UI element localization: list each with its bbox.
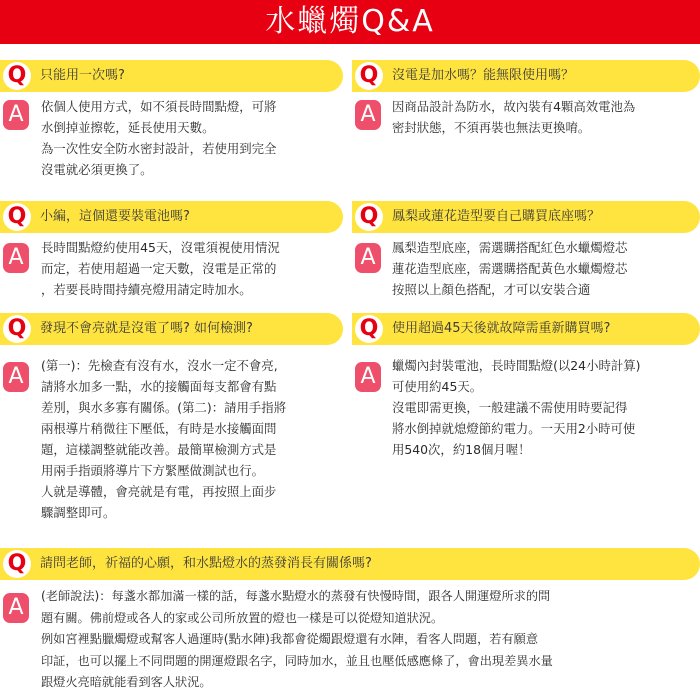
answer-text-3: [41, 237, 346, 300]
a-badge: A: [355, 362, 381, 392]
answer-line: 將水倒掉就熄燈節約電力。一天用2小時可使: [392, 421, 636, 436]
a-badge: A: [3, 100, 29, 130]
question-text: 發現不會亮就是沒電了嗎? 如何檢測?: [40, 321, 253, 336]
answer-text-1: [41, 96, 346, 180]
answer-line: 用540次，約18個月喔！: [392, 442, 531, 457]
answer-line: 印証，也可以擺上不同問題的開運燈跟名字，同時加水，並且也壓低感應條了，會出現差異水量: [41, 653, 553, 668]
q-badge: Q: [3, 550, 31, 578]
question-bar-5: [0, 313, 343, 345]
answer-line: 題有關。佛前燈或各人的家或公司所放置的燈也一樣是可以從燈知道狀況。: [41, 610, 444, 625]
a-badge: A: [3, 593, 29, 623]
question-bar-7: [0, 548, 700, 580]
answer-line: 長時間點燈約使用45天，沒電須視使用情況: [41, 240, 280, 255]
question-bar-3: [0, 201, 343, 233]
answer-line: 差別，與水多寡有關係。(第二)：請用手指將: [41, 400, 287, 415]
answer-line: 跟燈火亮暗就能看到客人狀況。: [41, 675, 212, 689]
answer-line: 密封狀態，不須再裝也無法更換唷。: [392, 120, 591, 135]
answer-text-2: [392, 96, 697, 138]
question-text: 鳳梨或蓮花造型要自己購買底座嗎？: [392, 209, 601, 224]
answer-text-6: [392, 355, 700, 460]
a-badge: A: [355, 243, 381, 273]
question-bar-1: [0, 60, 343, 92]
question-bar-6: [352, 313, 700, 345]
answer-line: 沒電就必須更換了。: [41, 162, 153, 177]
answer-line: 蠟燭內封裝電池，長時間點燈(以24小時計算): [392, 358, 641, 373]
q-badge: Q: [355, 315, 383, 343]
q-badge: Q: [3, 203, 31, 231]
q-badge: Q: [3, 315, 31, 343]
a-badge: A: [3, 243, 29, 273]
answer-text-7: [41, 586, 699, 694]
answer-line: 題，這樣調整就能改善。最簡單檢測方式是: [41, 442, 277, 457]
q-badge: Q: [355, 62, 383, 90]
answer-line: 例如宮裡點臘燭燈或幫客人過運時(點水陣)我都會從燭跟燈還有水陣，看客人問題，若有願意: [41, 632, 539, 646]
question-bar-2: [352, 60, 700, 92]
answer-text-5: [41, 355, 346, 523]
answer-line: 驟調整即可。: [41, 505, 116, 520]
answer-line: 沒電即需更換，一般建議不需使用時要記得: [392, 400, 628, 415]
a-badge: A: [355, 100, 381, 130]
answer-line: 人就是導體，會亮就是有電，再按照上面步: [41, 484, 277, 499]
answer-line: ，若要長時間持續亮燈用請定時加水。: [41, 282, 252, 297]
answer-line: 鳳梨造型底座，需選購搭配紅色水蠟燭燈芯: [392, 240, 628, 255]
answer-line: (老師說法)：每盞水都加滿一樣的話，每盞水點燈水的蒸發有快慢時間，跟各人開運燈所求的問: [41, 589, 551, 603]
answer-line: (第一)：先檢查有沒有水，沒水一定不會亮,: [41, 358, 278, 373]
question-text: 小編，這個還要裝電池嗎?: [40, 209, 190, 224]
question-text: 使用超過45天後就故障需重新購買嗎?: [392, 321, 611, 336]
answer-text-4: [392, 237, 697, 300]
question-text: 沒電是加水嗎？能無限使用嗎？: [392, 68, 575, 83]
answer-line: 可使用約45天。: [392, 379, 483, 394]
page-title: 水蠟燭Q&A: [0, 0, 700, 44]
q-badge: Q: [355, 203, 383, 231]
answer-line: 而定，若使用超過一定天數，沒電是正常的: [41, 261, 277, 276]
question-text: 只能用一次嗎?: [40, 68, 125, 83]
answer-line: 按照以上顏色搭配，才可以安裝合適: [392, 282, 591, 297]
question-bar-4: [352, 201, 700, 233]
answer-line: 為一次性安全防水密封設計，若使用到完全: [41, 141, 277, 156]
q-badge: Q: [3, 62, 31, 90]
answer-line: 用兩手指頭將導片下方緊壓做測試也行。: [41, 463, 265, 478]
answer-line: 因商品設計為防水，故內裝有4顆高效電池為: [392, 99, 636, 114]
answer-line: 請將水加多一點，水的接觸面每支都會有點: [41, 379, 277, 394]
answer-line: 兩根導片稍微往下壓低，有時是水接觸面問: [41, 421, 277, 436]
question-text: 請問老師，祈福的心願，和水點燈水的蒸發消長有關係嗎?: [40, 556, 372, 571]
answer-line: 水倒掉並擦乾，延長使用天數。: [41, 120, 215, 135]
answer-line: 蓮花造型底座，需選購搭配黃色水蠟燭燈芯: [392, 261, 628, 276]
a-badge: A: [3, 362, 29, 392]
answer-line: 依個人使用方式，如不須長時間點燈，可將: [41, 99, 277, 114]
